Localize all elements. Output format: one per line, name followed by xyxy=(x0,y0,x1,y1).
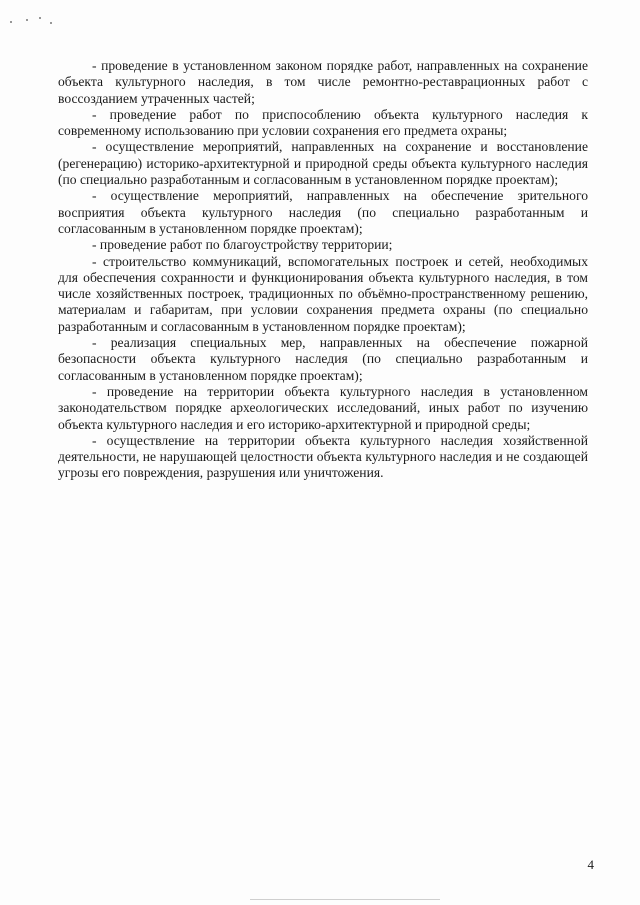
page-number: 4 xyxy=(587,857,594,872)
list-item-paragraph: - проведение работ по благоустройству территории; xyxy=(92,237,393,253)
list-item-paragraph: - проведение работ по приспособлению объекта культурного наследия к современному использованию при условии сохранения его предмета охраны; xyxy=(58,106,588,139)
list-item-paragraph: - осуществление мероприятий, направленных на обеспечение зрительного восприятия объекта культурного наследия (по специально разработанным и согласованным в установленном порядке проектам); xyxy=(58,188,588,236)
scan-speck xyxy=(39,17,41,19)
list-item-paragraph: - строительство коммуникаций, вспомогательных построек и сетей, необходимых для обеспечения сохранности и функционирования объекта культурного наследия, в том числе хозяйственных построек, традиционных по объёмно-пространственному решению, материалам и габаритам, при условии сохранения предмета охраны (по специально разработанным и согласованным в установленном порядке проектам); xyxy=(58,253,588,334)
list-item-paragraph: - проведение на территории объекта культурного наследия в установленном законодательством порядке археологических исследований, иных работ по изучению объекта культурного наследия и его историко-архитектурной и природной среды; xyxy=(58,383,588,432)
document-body xyxy=(58,58,588,482)
list-item-paragraph: - проведение в установленном законом порядке работ, направленных на сохранение объекта культурного наследия, в том числе ремонтно-реставрационных работ с воссозданием утраченных частей; xyxy=(58,58,588,106)
list-item-paragraph: - реализация специальных мер, направленных на обеспечение пожарной безопасности объекта культурного наследия (по специально разработанным и согласованным в установленном порядке проектам); xyxy=(58,335,588,383)
list-item-paragraph: - осуществление мероприятий, направленных на сохранение и восстановление (регенерацию) историко-архитектурной и природной среды объекта культурного наследия (по специально разработанным и согласованным в установленном порядке проектам); xyxy=(58,139,588,188)
scan-speck xyxy=(10,21,12,23)
list-item-paragraph: - осуществление на территории объекта культурного наследия хозяйственной деятельности, не нарушающей целостности объекта культурного наследия и не создающей угрозы его повреждения, разрушения или уничтожения. xyxy=(58,432,588,481)
scan-speck xyxy=(26,19,28,21)
scan-speck xyxy=(50,22,52,24)
scan-edge-line xyxy=(250,899,440,900)
